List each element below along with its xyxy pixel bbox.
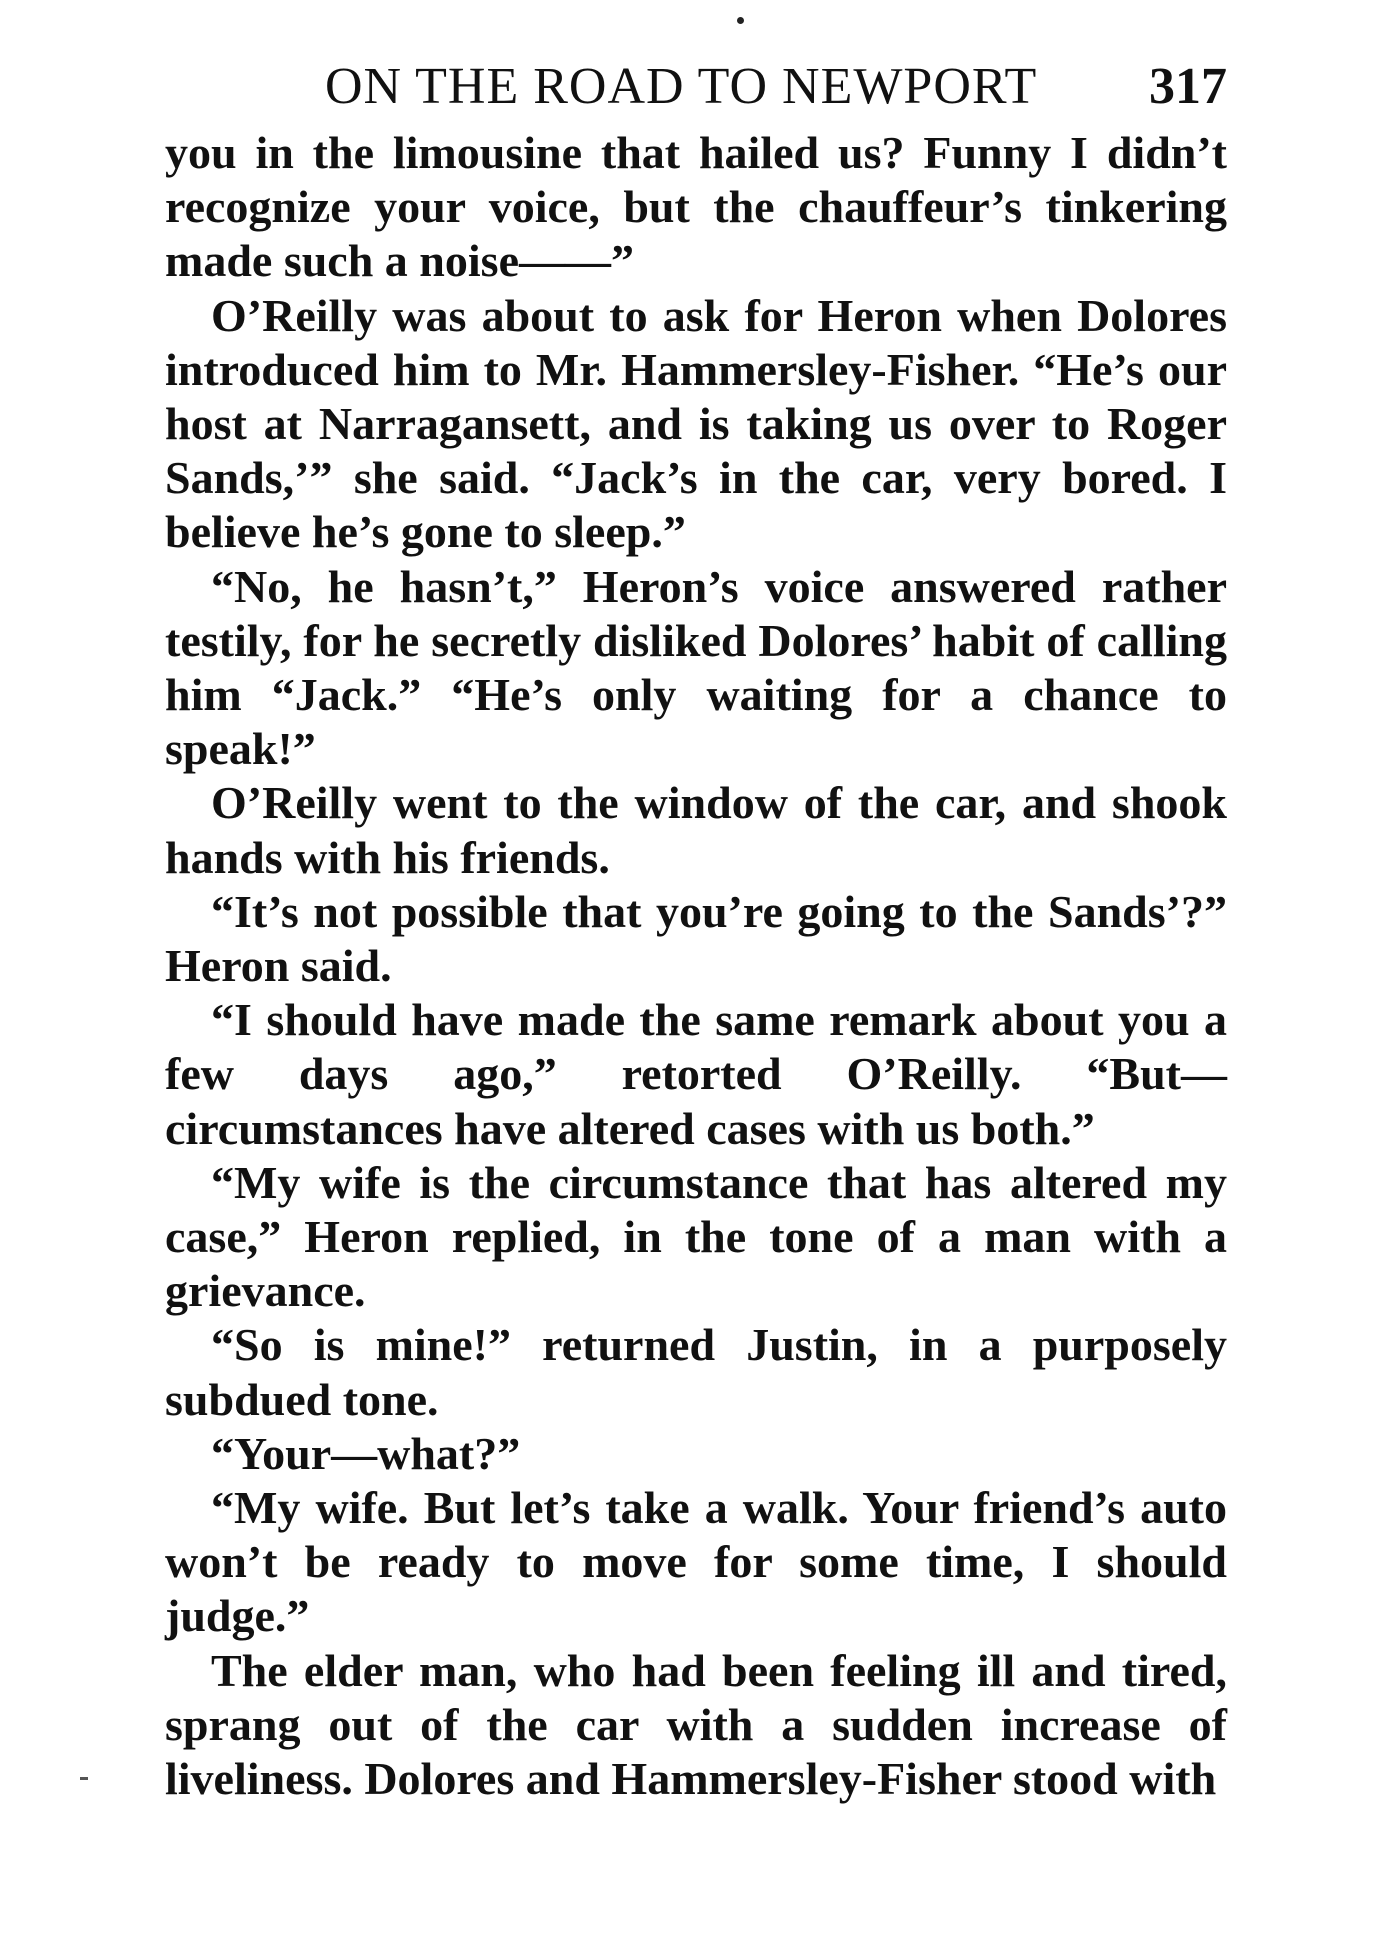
- paragraph-7: “My wife is the circumstance that has altered my case,” Heron replied, in the tone of a man with a grievance.: [165, 1156, 1227, 1317]
- page-number: 317: [1149, 58, 1227, 115]
- paragraph-4: O’Reilly went to the window of the car, and shook hands with his friends.: [165, 777, 1227, 883]
- margin-mark: [80, 1777, 88, 1780]
- paragraph-2: O’Reilly was about to ask for Heron when Dolores introduced him to Mr. Hammersley-Fisher. “He’s our host at Narragansett, and is taking us over to Roger Sands,’” she said. “Jack’s in the car, very bored. I believe he’s gone to sleep.”: [165, 289, 1227, 558]
- running-title: ON THE ROAD TO NEWPORT: [325, 58, 1038, 115]
- paragraph-11: The elder man, who had been feeling ill and tired, sprang out of the car with a sudden increase of liveliness. Dolores and Hammersley-Fisher stood with: [165, 1644, 1227, 1805]
- paragraph-5: “It’s not possible that you’re going to the Sands’?” Heron said.: [165, 885, 1227, 992]
- running-head: [165, 52, 1227, 122]
- paragraph-8: “So is mine!” returned Justin, in a purposely subdued tone.: [165, 1319, 1227, 1425]
- paragraph-1: you in the limousine that hailed us? Funny I didn’t recognize your voice, but the chauffeur’s tinkering made such a noise——”: [165, 127, 1227, 287]
- body-text: [165, 126, 1227, 1806]
- paragraph-9: “Your—what?”: [211, 1427, 521, 1479]
- print-speck: [737, 17, 744, 24]
- paragraph-10: “My wife. But let’s take a walk. Your friend’s auto won’t be ready to move for some time, I should judge.”: [165, 1482, 1227, 1642]
- paragraph-6: “I should have made the same remark about you a few days ago,” retorted O’Reilly. “But—circumstances have altered cases with us both.”: [165, 994, 1227, 1154]
- paragraph-3: “No, he hasn’t,” Heron’s voice answered rather testily, for he secretly disliked Dolores’ habit of calling him “Jack.” “He’s only waiting for a chance to speak!”: [165, 560, 1227, 775]
